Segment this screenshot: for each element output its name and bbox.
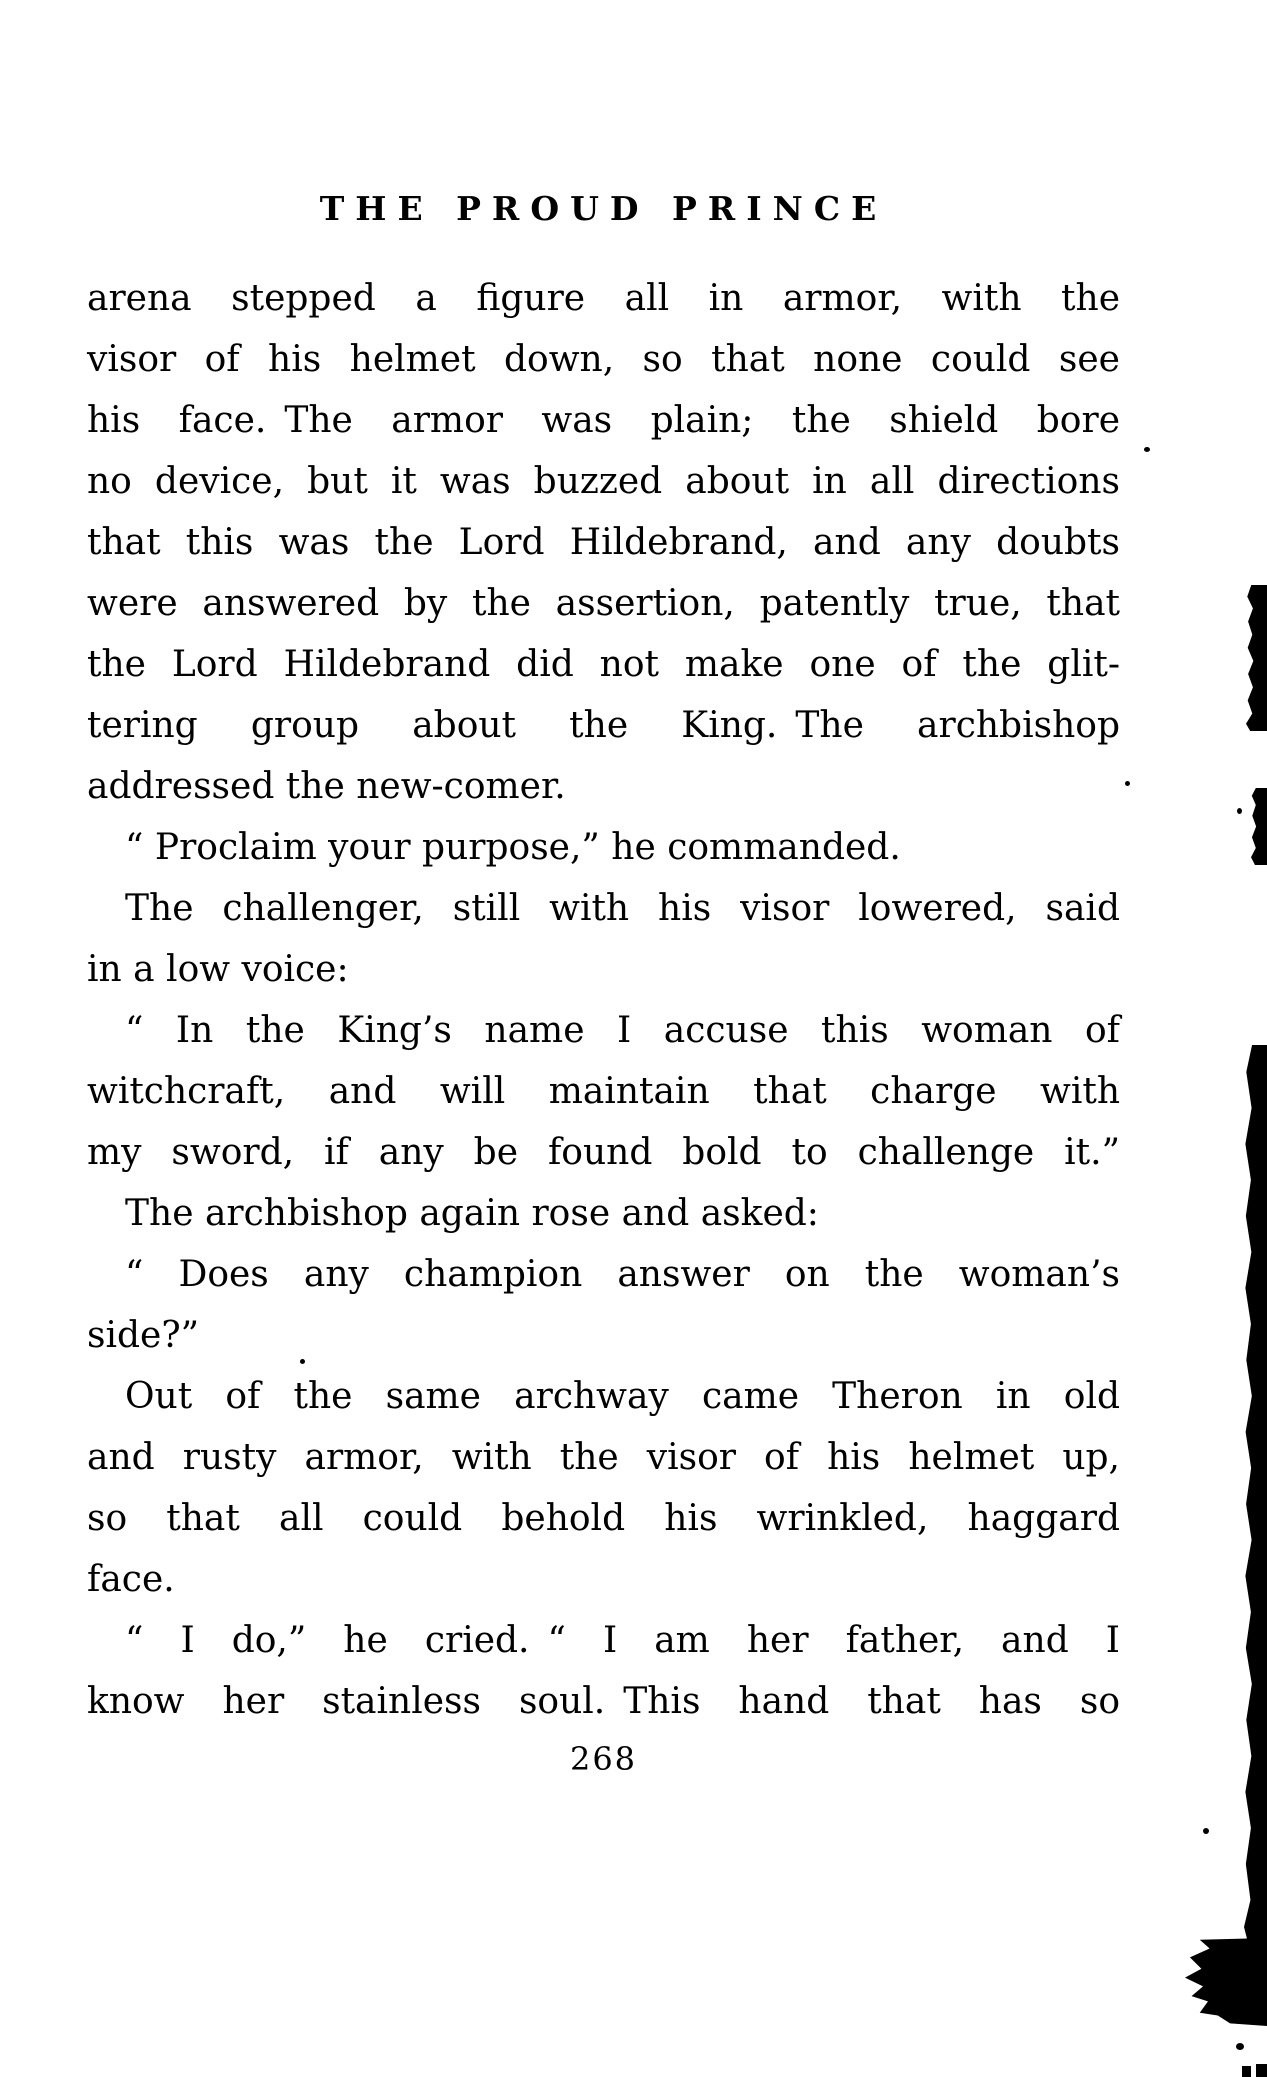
- scan-artifact-speck: [1256, 2064, 1267, 2077]
- text-line: were answered by the assertion, patently true, that: [87, 583, 1120, 624]
- page-text: [87, 268, 1120, 1732]
- text-line: the Lord Hildebrand did not make one of the glit-: [87, 644, 1120, 685]
- text-line: so that all could behold his wrinkled, haggard: [87, 1498, 1120, 1539]
- text-line: visor of his helmet down, so that none could see: [87, 339, 1120, 380]
- scan-artifact-speck: [1237, 808, 1242, 814]
- scan-artifact-speck: [1242, 2066, 1251, 2077]
- text-line: and rusty armor, with the visor of his helmet up,: [87, 1437, 1120, 1478]
- running-header: THE PROUD PRINCE: [319, 189, 888, 228]
- text-line: face.: [87, 1559, 175, 1600]
- scan-artifact-speck: [1125, 781, 1130, 786]
- text-line: in a low voice:: [87, 949, 349, 990]
- text-line: witchcraft, and will maintain that charge with: [87, 1071, 1120, 1112]
- text-line: arena stepped a figure all in armor, with the: [87, 278, 1120, 319]
- text-line: that this was the Lord Hildebrand, and any doubts: [87, 522, 1120, 563]
- text-line: “ Does any champion answer on the woman’s: [125, 1254, 1120, 1295]
- scan-artifact-speck: [300, 1359, 305, 1364]
- text-line: The challenger, still with his visor lowered, said: [125, 888, 1120, 929]
- scan-artifact-blob: [1246, 585, 1267, 731]
- text-line: addressed the new-comer.: [87, 766, 566, 807]
- text-line: “ I do,” he cried. “ I am her father, and I: [125, 1620, 1120, 1661]
- text-line: his face. The armor was plain; the shield bore: [87, 400, 1120, 441]
- text-line: my sword, if any be found bold to challenge it.”: [87, 1132, 1120, 1173]
- text-line: “ In the King’s name I accuse this woman of: [125, 1010, 1120, 1051]
- scan-artifact-speck: [1236, 2043, 1244, 2050]
- scan-artifact-strip: [1244, 1045, 1267, 1945]
- scan-artifact-blob: [1251, 788, 1267, 865]
- scan-artifact-bulge: [1185, 1938, 1267, 2026]
- text-line: no device, but it was buzzed about in all directions: [87, 461, 1120, 502]
- text-line: The archbishop again rose and asked:: [125, 1193, 819, 1234]
- text-line: side?”: [87, 1315, 200, 1356]
- scan-artifact-speck: [1203, 1828, 1209, 1834]
- text-line: know her stainless soul. This hand that has so: [87, 1681, 1120, 1722]
- page-number: 268: [569, 1740, 638, 1778]
- text-line: tering group about the King. The archbishop: [87, 705, 1120, 746]
- text-line: Out of the same archway came Theron in old: [125, 1376, 1120, 1417]
- text-line: “ Proclaim your purpose,” he commanded.: [125, 827, 901, 868]
- scan-artifact-speck: [1144, 447, 1150, 452]
